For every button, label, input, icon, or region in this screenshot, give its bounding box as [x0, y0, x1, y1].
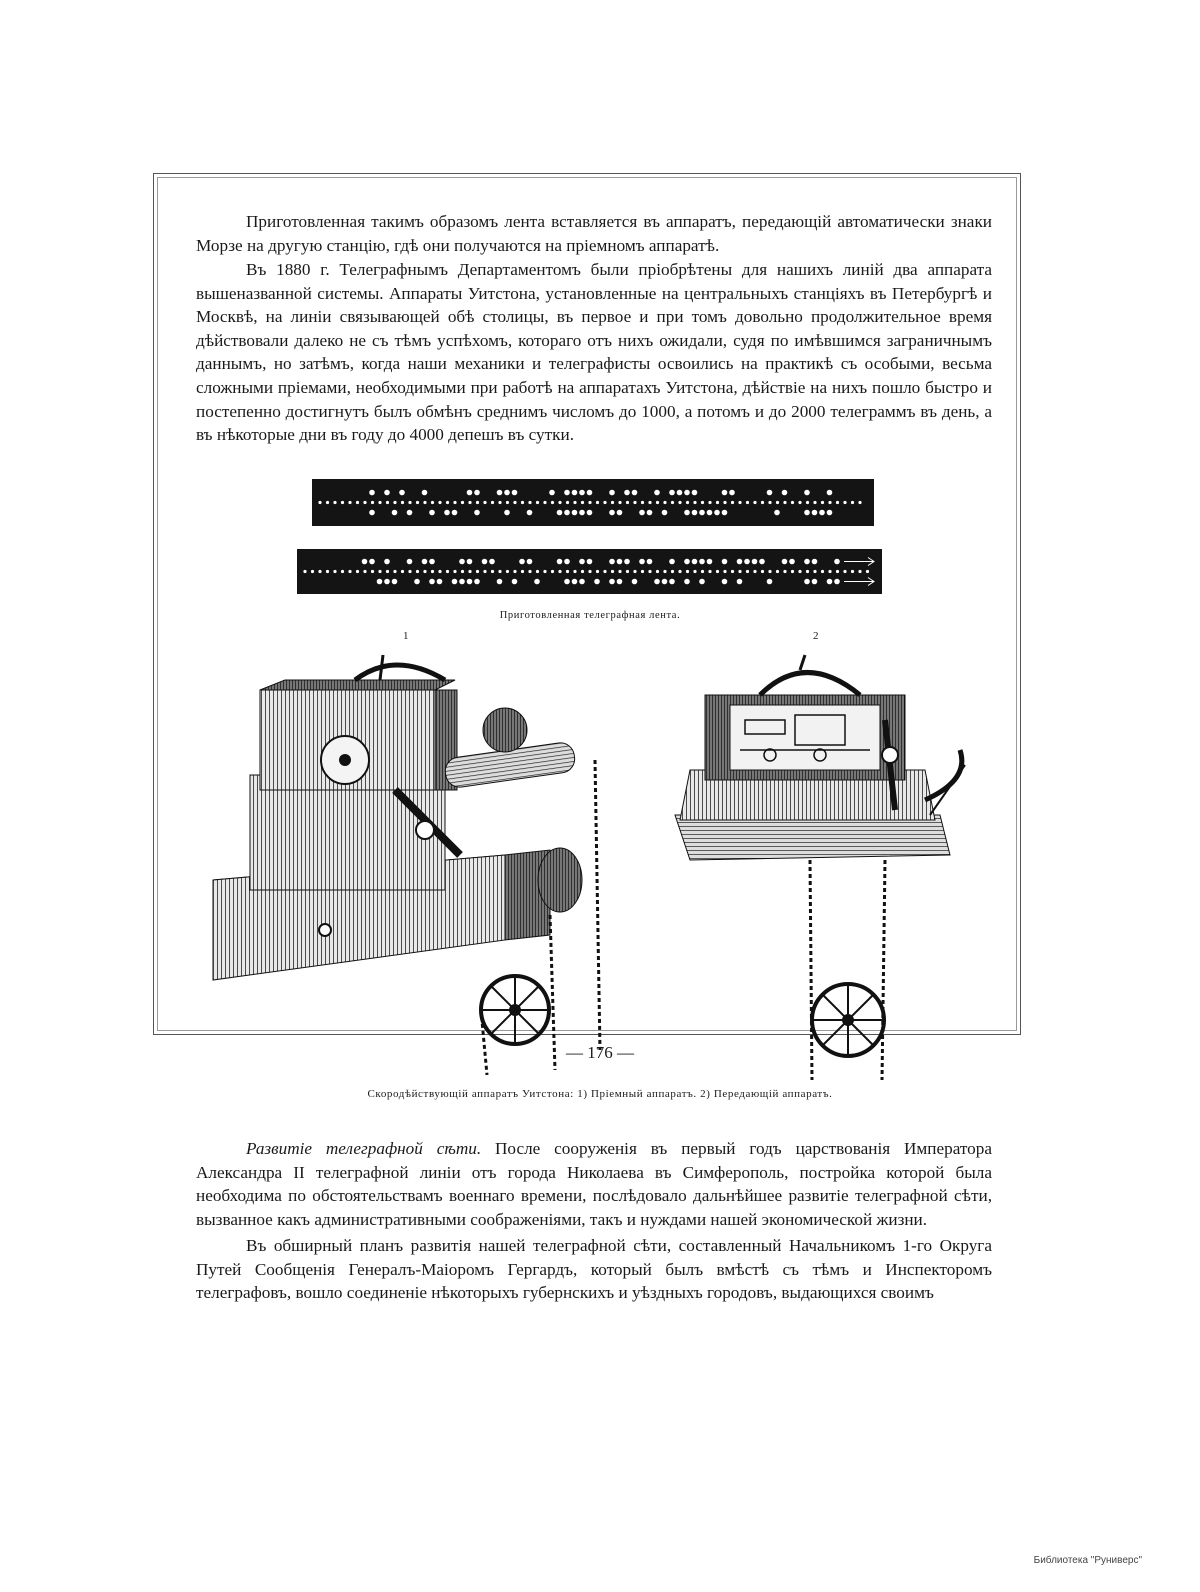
- feed-hole: [656, 570, 659, 573]
- signal-hole: [767, 490, 773, 496]
- signal-hole: [699, 559, 705, 565]
- feed-hole: [318, 570, 321, 573]
- feed-hole: [738, 570, 741, 573]
- feed-hole: [551, 501, 554, 504]
- signal-hole: [422, 490, 428, 496]
- feed-hole: [371, 570, 374, 573]
- feed-hole: [506, 570, 509, 573]
- signal-hole: [534, 579, 540, 585]
- signal-hole: [609, 559, 615, 565]
- signal-hole: [557, 559, 563, 565]
- feed-hole: [663, 570, 666, 573]
- feed-hole: [498, 570, 501, 573]
- feed-hole: [468, 570, 471, 573]
- signal-hole: [572, 579, 578, 585]
- signal-hole: [384, 579, 390, 585]
- signal-hole: [399, 490, 405, 496]
- feed-hole: [386, 501, 389, 504]
- feed-hole: [528, 570, 531, 573]
- feed-hole: [416, 501, 419, 504]
- signal-hole: [549, 490, 555, 496]
- signal-hole: [444, 510, 450, 516]
- signal-hole: [819, 510, 825, 516]
- feed-hole: [716, 501, 719, 504]
- feed-hole: [401, 501, 404, 504]
- signal-hole: [804, 579, 810, 585]
- feed-hole: [401, 570, 404, 573]
- signal-hole: [714, 510, 720, 516]
- signal-hole: [632, 579, 638, 585]
- signal-hole: [407, 510, 413, 516]
- feed-hole: [798, 570, 801, 573]
- feed-hole: [363, 570, 366, 573]
- feed-hole: [746, 501, 749, 504]
- paragraph-1: [196, 210, 992, 257]
- receiving-apparatus-illustration: [205, 650, 625, 1080]
- feed-hole: [843, 570, 846, 573]
- feed-hole: [633, 570, 636, 573]
- signal-hole: [647, 559, 653, 565]
- telegraph-tape-top: [312, 479, 874, 526]
- signal-hole: [482, 559, 488, 565]
- signal-hole: [527, 559, 533, 565]
- feed-hole: [648, 570, 651, 573]
- feed-hole: [356, 501, 359, 504]
- signal-hole: [437, 579, 443, 585]
- signal-hole: [617, 579, 623, 585]
- feed-hole: [558, 501, 561, 504]
- feed-hole: [468, 501, 471, 504]
- signal-hole: [512, 579, 518, 585]
- feed-hole: [498, 501, 501, 504]
- feed-hole: [828, 570, 831, 573]
- paragraph-1-text: Приготовленная такимъ образомъ лента вставляется въ аппаратъ, передающій автоматически знаки Морзе на другую станцію, гдѣ они получаются на пріемномъ аппаратѣ.: [196, 212, 992, 255]
- signal-hole: [662, 510, 668, 516]
- signal-hole: [557, 510, 563, 516]
- signal-hole: [474, 490, 480, 496]
- signal-hole: [369, 510, 375, 516]
- feed-hole: [693, 501, 696, 504]
- feed-hole: [611, 501, 614, 504]
- signal-hole: [722, 559, 728, 565]
- signal-hole: [654, 490, 660, 496]
- feed-hole: [453, 501, 456, 504]
- paragraph-3: [196, 1137, 992, 1231]
- signal-hole: [414, 579, 420, 585]
- paragraph-2: [196, 258, 992, 447]
- feed-hole: [461, 570, 464, 573]
- feed-hole: [438, 501, 441, 504]
- apparatus-caption: Скородѣйствующій аппаратъ Уитстона: 1) Пріемный аппаратъ. 2) Передающій аппаратъ.: [367, 1088, 833, 1100]
- feed-hole: [536, 501, 539, 504]
- feed-hole: [356, 570, 359, 573]
- tape-perforations-top: [312, 479, 874, 526]
- feed-hole: [476, 570, 479, 573]
- feed-hole: [521, 501, 524, 504]
- signal-hole: [407, 559, 413, 565]
- feed-hole: [843, 501, 846, 504]
- feed-hole: [461, 501, 464, 504]
- feed-hole: [311, 570, 314, 573]
- figure-number-2: 2: [813, 630, 819, 642]
- feed-hole: [393, 570, 396, 573]
- feed-hole: [866, 570, 869, 573]
- feed-hole: [326, 501, 329, 504]
- feed-hole: [588, 570, 591, 573]
- feed-hole: [858, 570, 861, 573]
- feed-hole: [618, 570, 621, 573]
- feed-hole: [663, 501, 666, 504]
- feed-hole: [513, 501, 516, 504]
- signal-hole: [377, 579, 383, 585]
- signal-hole: [497, 490, 503, 496]
- section-heading-inline: Развитіе телеграфной сѣти.: [246, 1139, 482, 1158]
- feed-hole: [633, 501, 636, 504]
- signal-hole: [587, 510, 593, 516]
- feed-hole: [828, 501, 831, 504]
- signal-hole: [369, 559, 375, 565]
- feed-hole: [791, 501, 794, 504]
- feed-hole: [641, 501, 644, 504]
- feed-hole: [813, 570, 816, 573]
- signal-hole: [429, 510, 435, 516]
- signal-hole: [512, 490, 518, 496]
- feed-hole: [408, 501, 411, 504]
- feed-hole: [423, 570, 426, 573]
- feed-hole: [581, 570, 584, 573]
- signal-hole: [669, 559, 675, 565]
- signal-hole: [429, 579, 435, 585]
- signal-hole: [729, 490, 735, 496]
- feed-hole: [641, 570, 644, 573]
- signal-hole: [804, 510, 810, 516]
- page-number: — 176 —: [566, 1043, 634, 1062]
- feed-hole: [378, 501, 381, 504]
- feed-hole: [543, 570, 546, 573]
- feed-hole: [821, 501, 824, 504]
- signal-hole: [624, 490, 630, 496]
- feed-hole: [611, 570, 614, 573]
- signal-hole: [587, 559, 593, 565]
- feed-hole: [348, 501, 351, 504]
- signal-hole: [609, 490, 615, 496]
- feed-hole: [453, 570, 456, 573]
- signal-hole: [812, 559, 818, 565]
- feed-hole: [431, 570, 434, 573]
- feed-hole: [596, 501, 599, 504]
- signal-hole: [737, 559, 743, 565]
- feed-hole: [731, 501, 734, 504]
- signal-hole: [587, 490, 593, 496]
- signal-hole: [782, 559, 788, 565]
- paragraph-4-text: Въ обширный планъ развитія нашей телеграфной сѣти, составленный Начальникомъ 1-го Округа Путей Сообщенія Генералъ-Маіоромъ Гергардъ, который былъ вмѣстѣ съ тѣмъ и Инспекторомъ телеграфовъ, вошло соединеніе нѣкоторыхъ губернскихъ и уѣздныхъ городовъ, выдающихся своимъ: [196, 1236, 992, 1303]
- feed-hole: [701, 570, 704, 573]
- signal-hole: [692, 490, 698, 496]
- signal-hole: [564, 579, 570, 585]
- signal-hole: [467, 559, 473, 565]
- feed-hole: [521, 570, 524, 573]
- signal-hole: [422, 559, 428, 565]
- feed-hole: [573, 570, 576, 573]
- signal-hole: [572, 490, 578, 496]
- feed-hole: [776, 570, 779, 573]
- feed-hole: [626, 570, 629, 573]
- feed-hole: [723, 570, 726, 573]
- signal-hole: [572, 510, 578, 516]
- figure-number-1: 1: [403, 630, 409, 642]
- signal-hole: [827, 490, 833, 496]
- feed-hole: [768, 501, 771, 504]
- paragraph-3-text: После сооруженія въ первый годъ царствованія Императора Александра II телеграфной линіи отъ города Николаева въ Симферополь, постройка которой была необходима по обстоятельствамъ военнаго времени, послѣдовало дальнѣйшее развитіе телеграфной сѣти, вызванное какъ административными соображеніями, такъ и нуждами нашей экономической жизни.: [196, 1139, 992, 1229]
- signal-hole: [744, 559, 750, 565]
- signal-hole: [737, 579, 743, 585]
- feed-hole: [491, 570, 494, 573]
- feed-hole: [536, 570, 539, 573]
- signal-hole: [429, 559, 435, 565]
- signal-hole: [684, 490, 690, 496]
- feed-hole: [768, 570, 771, 573]
- feed-hole: [858, 501, 861, 504]
- feed-hole: [341, 570, 344, 573]
- signal-hole: [384, 490, 390, 496]
- signal-hole: [692, 510, 698, 516]
- feed-hole: [836, 501, 839, 504]
- signal-hole: [452, 579, 458, 585]
- signal-hole: [684, 510, 690, 516]
- feed-hole: [791, 570, 794, 573]
- feed-hole: [626, 501, 629, 504]
- signal-hole: [497, 579, 503, 585]
- signal-hole: [594, 579, 600, 585]
- signal-hole: [707, 510, 713, 516]
- feed-hole: [746, 570, 749, 573]
- direction-arrow: [844, 578, 874, 586]
- signal-hole: [722, 490, 728, 496]
- signal-hole: [489, 559, 495, 565]
- feed-hole: [566, 570, 569, 573]
- tape-caption: Приготовленная телеграфная лента.: [499, 610, 681, 621]
- feed-hole: [851, 570, 854, 573]
- feed-hole: [446, 570, 449, 573]
- signal-hole: [609, 510, 615, 516]
- feed-hole: [686, 570, 689, 573]
- feed-hole: [693, 570, 696, 573]
- feed-hole: [806, 501, 809, 504]
- feed-hole: [813, 501, 816, 504]
- signal-hole: [669, 579, 675, 585]
- feed-hole: [806, 570, 809, 573]
- feed-hole: [476, 501, 479, 504]
- feed-hole: [753, 501, 756, 504]
- feed-hole: [798, 501, 801, 504]
- signal-hole: [467, 579, 473, 585]
- signal-hole: [684, 579, 690, 585]
- feed-hole: [648, 501, 651, 504]
- signal-hole: [677, 490, 683, 496]
- feed-hole: [761, 570, 764, 573]
- feed-hole: [618, 501, 621, 504]
- signal-hole: [504, 490, 510, 496]
- feed-hole: [588, 501, 591, 504]
- signal-hole: [384, 559, 390, 565]
- feed-hole: [761, 501, 764, 504]
- feed-hole: [551, 570, 554, 573]
- feed-hole: [326, 570, 329, 573]
- signal-hole: [369, 490, 375, 496]
- feed-hole: [596, 570, 599, 573]
- feed-hole: [528, 501, 531, 504]
- feed-hole: [678, 570, 681, 573]
- signal-hole: [699, 579, 705, 585]
- feed-hole: [506, 501, 509, 504]
- feed-hole: [483, 501, 486, 504]
- signal-hole: [804, 559, 810, 565]
- feed-hole: [573, 501, 576, 504]
- signal-hole: [692, 559, 698, 565]
- signal-hole: [804, 490, 810, 496]
- feed-hole: [603, 570, 606, 573]
- feed-hole: [303, 570, 306, 573]
- signal-hole: [662, 579, 668, 585]
- signal-hole: [632, 490, 638, 496]
- telegraph-tape-bottom: [297, 549, 882, 594]
- paragraph-2-text: Въ 1880 г. Телеграфнымъ Департаментомъ были пріобрѣтены для нашихъ линій два аппарата вышеназванной системы. Аппараты Уитстона, установленные на центральныхъ станціяхъ въ Петербургѣ и Москвѣ, на линіи связывающей обѣ столицы, въ первое и при томъ довольно продолжительное время дѣйствовали далеко не съ тѣмъ успѣхомъ, котораго отъ нихъ ожидали, судя по имѣвшимся заграничнымъ даннымъ, но затѣмъ, когда наши механики и телеграфисты освоились на практикѣ съ особыми, весьма сложными пріемами, необходимыми при работѣ на аппаратахъ Уитстона, дѣйствіе на нихъ пошло быстро и постепенно достигнутъ былъ обмѣнъ среднимъ числомъ до 1000, а потомъ и до 2000 телеграммъ въ день, а въ нѣкоторые дни въ году до 4000 депешъ въ сутки.: [196, 260, 992, 445]
- feed-hole: [363, 501, 366, 504]
- signal-hole: [519, 559, 525, 565]
- signal-hole: [639, 559, 645, 565]
- signal-hole: [789, 559, 795, 565]
- signal-hole: [722, 510, 728, 516]
- signal-hole: [459, 579, 465, 585]
- feed-hole: [348, 570, 351, 573]
- signal-hole: [812, 510, 818, 516]
- signal-hole: [669, 490, 675, 496]
- feed-hole: [836, 570, 839, 573]
- feed-hole: [446, 501, 449, 504]
- signal-hole: [362, 559, 368, 565]
- feed-hole: [543, 501, 546, 504]
- feed-hole: [341, 501, 344, 504]
- feed-hole: [783, 570, 786, 573]
- signal-hole: [474, 510, 480, 516]
- signal-hole: [459, 559, 465, 565]
- signal-hole: [722, 579, 728, 585]
- signal-hole: [639, 510, 645, 516]
- signal-hole: [759, 559, 765, 565]
- signal-hole: [579, 510, 585, 516]
- feed-hole: [378, 570, 381, 573]
- signal-hole: [564, 559, 570, 565]
- signal-hole: [504, 510, 510, 516]
- signal-hole: [617, 559, 623, 565]
- feed-hole: [686, 501, 689, 504]
- signal-hole: [392, 510, 398, 516]
- transmitting-apparatus-illustration: [670, 650, 970, 1080]
- feed-hole: [371, 501, 374, 504]
- feed-hole: [723, 501, 726, 504]
- feed-hole: [416, 570, 419, 573]
- signal-hole: [834, 579, 840, 585]
- feed-hole: [491, 501, 494, 504]
- feed-hole: [731, 570, 734, 573]
- feed-hole: [671, 570, 674, 573]
- feed-hole: [408, 570, 411, 573]
- feed-hole: [701, 501, 704, 504]
- signal-hole: [827, 579, 833, 585]
- feed-hole: [776, 501, 779, 504]
- feed-hole: [438, 570, 441, 573]
- feed-hole: [393, 501, 396, 504]
- signal-hole: [392, 579, 398, 585]
- signal-hole: [579, 579, 585, 585]
- feed-hole: [333, 501, 336, 504]
- feed-hole: [708, 570, 711, 573]
- signal-hole: [834, 559, 840, 565]
- paragraph-4: [196, 1234, 992, 1305]
- signal-hole: [564, 490, 570, 496]
- signal-hole: [474, 579, 480, 585]
- signal-hole: [452, 510, 458, 516]
- feed-hole: [851, 501, 854, 504]
- feed-hole: [423, 501, 426, 504]
- signal-hole: [699, 510, 705, 516]
- feed-hole: [333, 570, 336, 573]
- feed-hole: [738, 501, 741, 504]
- feed-hole: [513, 570, 516, 573]
- signal-hole: [467, 490, 473, 496]
- library-watermark: Библиотека "Руниверс": [1033, 1555, 1142, 1566]
- feed-hole: [581, 501, 584, 504]
- feed-hole: [483, 570, 486, 573]
- signal-hole: [647, 510, 653, 516]
- signal-hole: [609, 579, 615, 585]
- feed-hole: [821, 570, 824, 573]
- signal-hole: [579, 559, 585, 565]
- signal-hole: [752, 559, 758, 565]
- signal-hole: [812, 579, 818, 585]
- feed-hole: [603, 501, 606, 504]
- signal-hole: [767, 579, 773, 585]
- signal-hole: [579, 490, 585, 496]
- feed-hole: [716, 570, 719, 573]
- signal-hole: [564, 510, 570, 516]
- signal-hole: [707, 559, 713, 565]
- signal-hole: [527, 510, 533, 516]
- feed-hole: [386, 570, 389, 573]
- signal-hole: [624, 559, 630, 565]
- feed-hole: [318, 501, 321, 504]
- feed-hole: [558, 570, 561, 573]
- feed-hole: [678, 501, 681, 504]
- feed-hole: [431, 501, 434, 504]
- signal-hole: [654, 579, 660, 585]
- feed-hole: [708, 501, 711, 504]
- signal-hole: [827, 510, 833, 516]
- feed-hole: [783, 501, 786, 504]
- feed-hole: [671, 501, 674, 504]
- signal-hole: [774, 510, 780, 516]
- feed-hole: [753, 570, 756, 573]
- feed-hole: [656, 501, 659, 504]
- signal-hole: [684, 559, 690, 565]
- signal-hole: [782, 490, 788, 496]
- tape-perforations-bottom: [297, 549, 882, 594]
- feed-hole: [566, 501, 569, 504]
- signal-hole: [617, 510, 623, 516]
- direction-arrow: [844, 558, 874, 566]
